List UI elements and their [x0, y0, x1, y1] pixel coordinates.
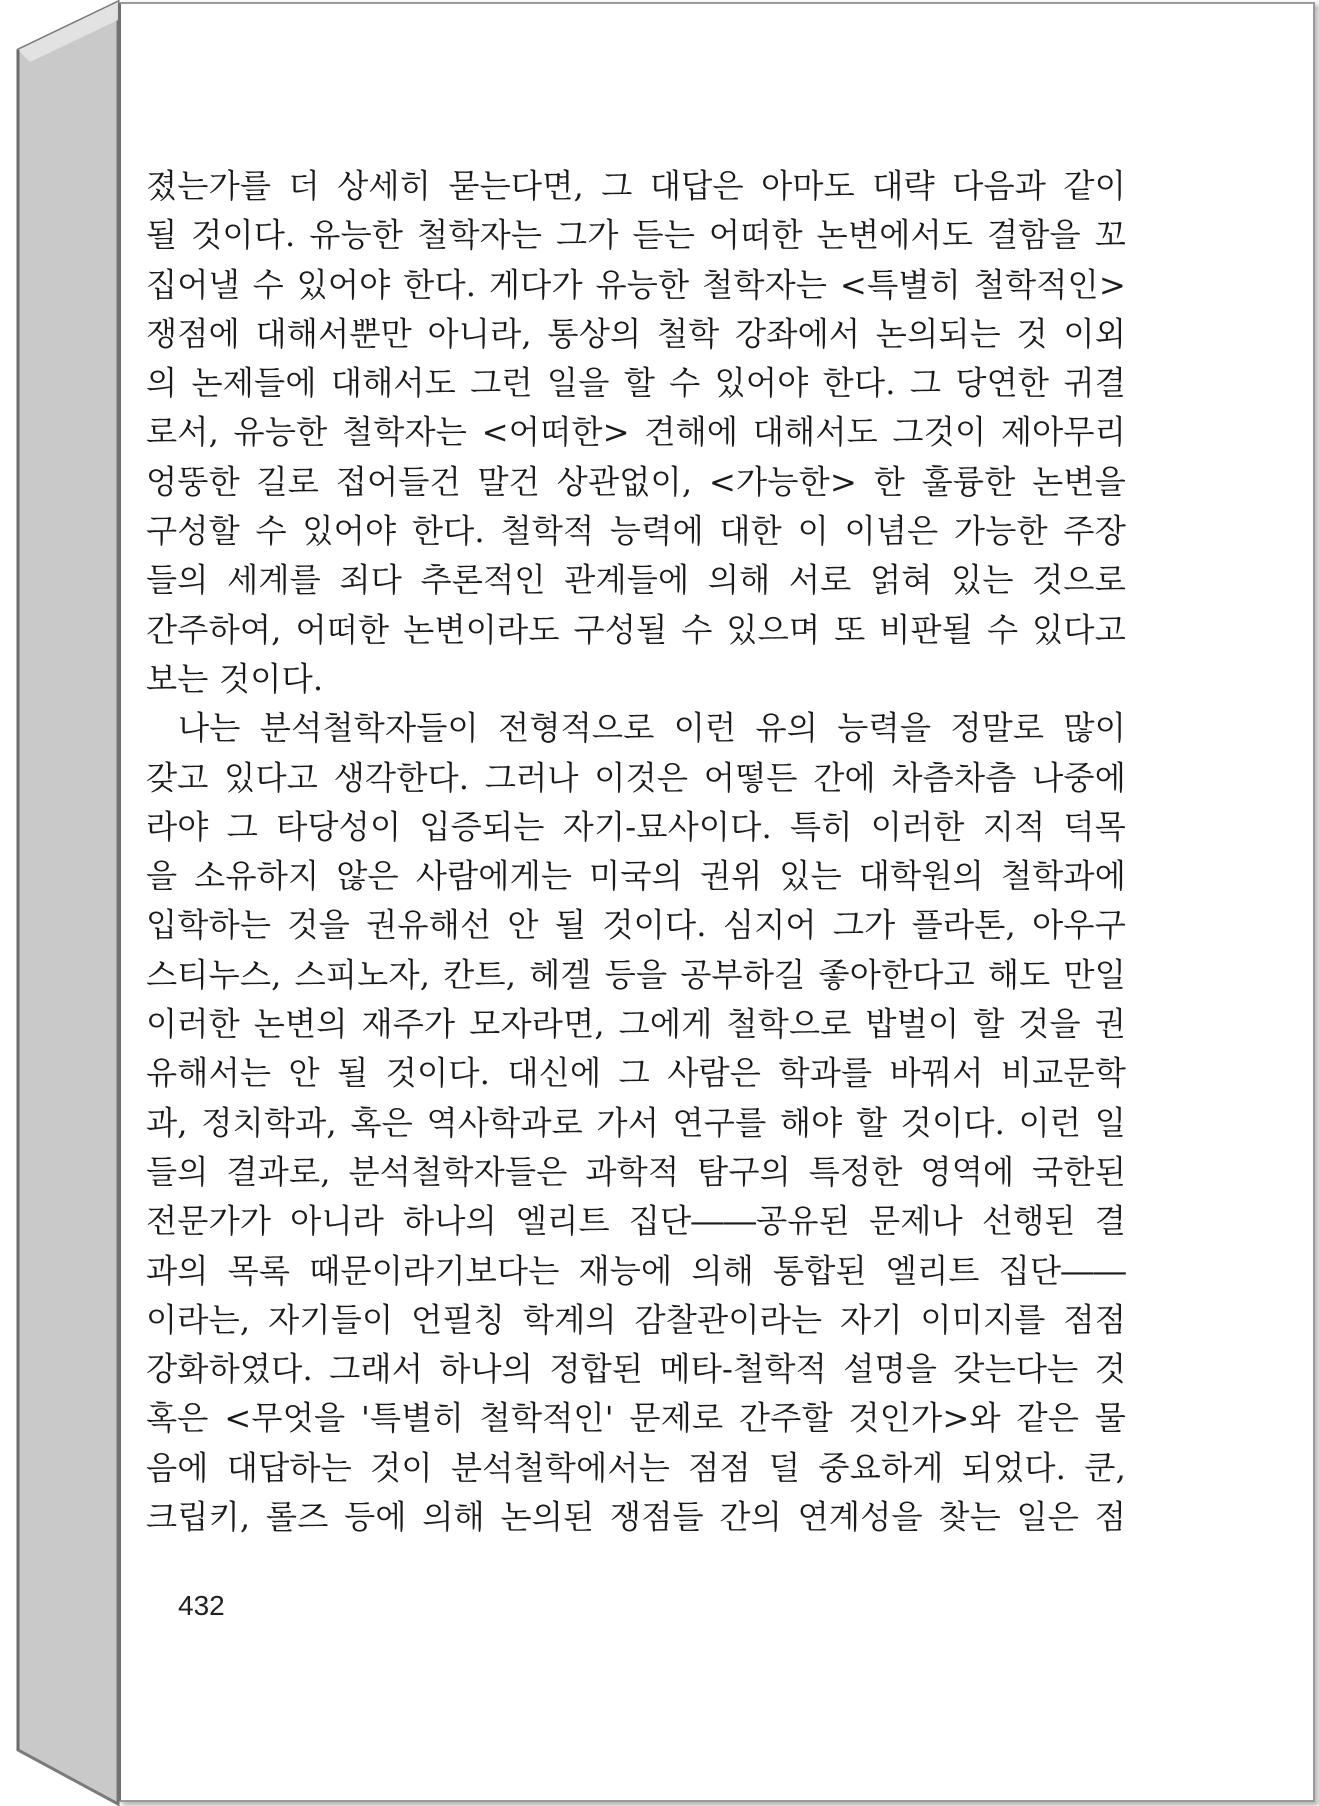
text-line: 엉뚱한 길로 접어들건 말건 상관없이, <가능한> 한 훌륭한 논변을 — [146, 462, 1126, 501]
text-line: 크립키, 롤즈 등에 의해 논의된 쟁점들 간의 연계성을 찾는 일은 점 — [146, 1498, 1126, 1537]
text-line: 전문가가 아니라 하나의 엘리트 집단――공유된 문제나 선행된 결 — [146, 1202, 1126, 1241]
text-line: 스티누스, 스피노자, 칸트, 헤겔 등을 공부하길 좋아한다고 해도 만일 — [146, 955, 1126, 994]
text-line: 들의 세계를 죄다 추론적인 관계들에 의해 서로 얽혀 있는 것으로 — [146, 561, 1126, 600]
page-edge-shadow — [1315, 10, 1319, 1804]
text-line: 의 논제들에 대해서도 그런 일을 할 수 있어야 한다. 그 당연한 귀결 — [146, 364, 1126, 403]
text-line: 입학하는 것을 권유해선 안 될 것이다. 심지어 그가 플라톤, 아우구 — [146, 906, 1126, 945]
text-line: 들의 결과로, 분석철학자들은 과학적 탐구의 특정한 영역에 국한된 — [146, 1152, 1126, 1191]
text-line: 집어낼 수 있어야 한다. 게다가 유능한 철학자는 <특별히 철학적인> — [146, 265, 1126, 304]
text-line: 쟁점에 대해서뿐만 아니라, 통상의 철학 강좌에서 논의되는 것 이외 — [146, 314, 1126, 353]
body-text — [146, 162, 1126, 1542]
text-line: 이라는, 자기들이 언필칭 학계의 감찰관이라는 자기 이미지를 점점 — [146, 1300, 1126, 1339]
page-number: 432 — [178, 1590, 225, 1621]
text-line: 구성할 수 있어야 한다. 철학적 능력에 대한 이 이념은 가능한 주장 — [146, 512, 1126, 551]
text-line: 졌는가를 더 상세히 묻는다면, 그 대답은 아마도 대략 다음과 같이 — [146, 167, 1126, 205]
text-line: 이러한 논변의 재주가 모자라면, 그에게 철학으로 밥벌이 할 것을 권 — [146, 1005, 1126, 1044]
text-line: 라야 그 타당성이 입증되는 자기-묘사이다. 특히 이러한 지적 덕목 — [146, 807, 1126, 846]
text-line: 과, 정치학과, 혹은 역사학과로 가서 연구를 해야 할 것이다. 이런 일 — [146, 1103, 1126, 1142]
text-line: 을 소유하지 않은 사람에게는 미국의 권위 있는 대학원의 철학과에 — [146, 857, 1126, 896]
text-line: 혹은 <무엇을 '특별히 철학적인' 문제로 간주할 것인가>와 같은 물 — [146, 1399, 1126, 1438]
text-line: 음에 대답하는 것이 분석철학에서는 점점 덜 중요하게 되었다. 쿤, — [146, 1448, 1126, 1487]
text-line: 과의 목록 때문이라기보다는 재능에 의해 통합된 엘리트 집단―― — [146, 1251, 1126, 1290]
text-line: 강화하였다. 그래서 하나의 정합된 메타-철학적 설명을 갖는다는 것 — [146, 1350, 1126, 1389]
text-line: 유해서는 안 될 것이다. 대신에 그 사람은 학과를 바꿔서 비교문학 — [146, 1054, 1126, 1093]
paragraph-first-line: 나는 분석철학자들이 전형적으로 이런 유의 능력을 정말로 많이 — [178, 709, 1126, 748]
text-line: 될 것이다. 유능한 철학자는 그가 듣는 어떠한 논변에서도 결함을 꼬 — [146, 216, 1126, 255]
text-line: 갖고 있다고 생각한다. 그러나 이것은 어떻든 간에 차츰차츰 나중에 — [146, 758, 1126, 797]
text-line: 로서, 유능한 철학자는 <어떠한> 견해에 대해서도 그것이 제아무리 — [146, 413, 1126, 452]
text-line: 간주하여, 어떠한 논변이라도 구성될 수 있으며 또 비판될 수 있다고 — [146, 610, 1126, 649]
text-line: 보는 것이다. — [146, 659, 324, 698]
